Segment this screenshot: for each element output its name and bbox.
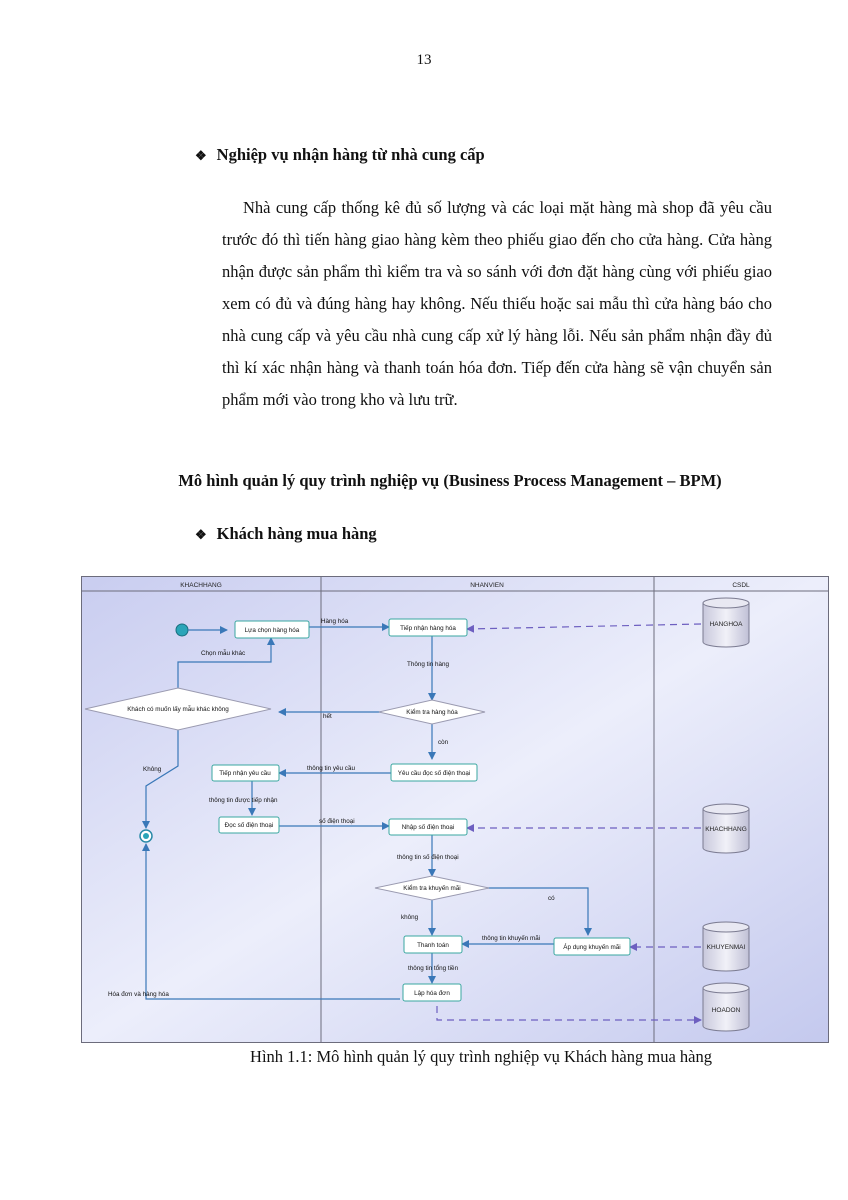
label-payment: Thanh toán	[417, 942, 449, 949]
label-receive-request: Tiếp nhận yêu cầu	[219, 770, 271, 777]
db-hanghoa	[703, 598, 749, 647]
edge-label-has-promo: có	[548, 895, 555, 902]
edge-label-phone-number: số điện thoại	[319, 818, 355, 825]
edge-label-promo-info: thông tin khuyến mãi	[482, 935, 541, 942]
section-heading-text: Khách hàng mua hàng	[216, 524, 377, 543]
label-read-phone: Đọc số điện thoại	[224, 822, 274, 829]
edge-label-invoice-goods: Hóa đơn và hàng hóa	[108, 991, 169, 998]
label-customer-decision: Khách có muốn lấy mẫu khác không	[127, 706, 229, 713]
label-ask-phone: Yêu cầu đọc số điện thoại	[397, 770, 471, 777]
svg-text:KHUYENMAI: KHUYENMAI	[706, 944, 746, 951]
svg-text:KHACHHANG: KHACHHANG	[705, 826, 747, 833]
label-check-promo: Kiểm tra khuyến mãi	[403, 885, 461, 892]
label-apply-promo: Áp dụng khuyến mãi	[563, 944, 621, 951]
label-enter-phone: Nhập số điện thoại	[401, 824, 455, 831]
edge-label-request-info: thông tin yêu cầu	[307, 765, 355, 772]
bpm-diagram	[81, 576, 829, 1043]
section-heading-text: Nghiệp vụ nhận hàng từ nhà cung cấp	[216, 145, 485, 164]
start-node	[176, 624, 188, 636]
edge-label-received-info: thông tin được tiếp nhận	[209, 797, 278, 804]
edge-label-in-stock: còn	[438, 739, 449, 746]
lane-staff: NHANVIEN	[470, 582, 504, 589]
section-heading-receive-goods	[195, 145, 485, 165]
label-create-invoice: Lập hóa đơn	[414, 990, 450, 997]
label-choose-goods: Lựa chọn hàng hóa	[244, 627, 300, 634]
edge-label-choose-other: Chọn mẫu khác	[201, 650, 246, 657]
edge-label-no-promo: không	[401, 914, 419, 921]
edge-label-total-info: thông tin tổng tiền	[408, 965, 459, 972]
diamond-bullet-icon: ❖	[195, 527, 207, 542]
section-heading-customer-purchase	[195, 524, 377, 544]
page-number: 13	[416, 52, 432, 68]
db-khachhang	[703, 804, 749, 853]
label-check-goods: Kiểm tra hàng hóa	[406, 709, 458, 716]
svg-text:HOADON: HOADON	[711, 1007, 741, 1014]
lane-customer: KHACHHANG	[180, 582, 222, 589]
edge-label-phone-info: thông tin số điện thoại	[397, 854, 459, 861]
label-receive-goods: Tiếp nhận hàng hóa	[400, 625, 456, 632]
bpm-heading: Mô hình quản lý quy trình nghiệp vụ (Business Process Management – BPM)	[178, 471, 722, 490]
diamond-bullet-icon: ❖	[195, 148, 207, 163]
db-hoadon	[703, 983, 749, 1031]
section-body	[222, 192, 772, 416]
paragraph: Nhà cung cấp thống kê đủ số lượng và các loại mặt hàng mà shop đã yêu cầu trước đó thì tiến hàng giao hàng kèm theo phiếu giao đến cho cửa hàng. Cửa hàng nhận được sản phẩm thì kiểm tra và so sánh với đơn đặt hàng cùng với phiếu giao xem có đủ và đúng hàng hay không. Nếu thiếu hoặc sai mẫu thì cửa hàng báo cho nhà cung cấp và yêu cầu nhà cung cấp xử lý hàng lỗi. Nếu sản phẩm nhận đầy đủ thì kí xác nhận hàng và thanh toán hóa đơn. Tiếp đến cửa hàng sẽ vận chuyển sản phẩm mới vào trong kho và lưu trữ.	[222, 198, 772, 409]
edge-label-no: Không	[143, 766, 162, 773]
edge-label-goods-info: Thông tin hàng	[407, 661, 450, 668]
edge-label-out-of-stock: hết	[323, 713, 332, 720]
lane-db: CSDL	[732, 582, 750, 589]
figure-caption: Hình 1.1: Mô hình quản lý quy trình nghiệp vụ Khách hàng mua hàng	[250, 1047, 712, 1066]
db-khuyenmai	[703, 922, 749, 971]
svg-text:HANGHOA: HANGHOA	[709, 621, 743, 628]
edge-label-goods: Hàng hóa	[321, 618, 349, 625]
